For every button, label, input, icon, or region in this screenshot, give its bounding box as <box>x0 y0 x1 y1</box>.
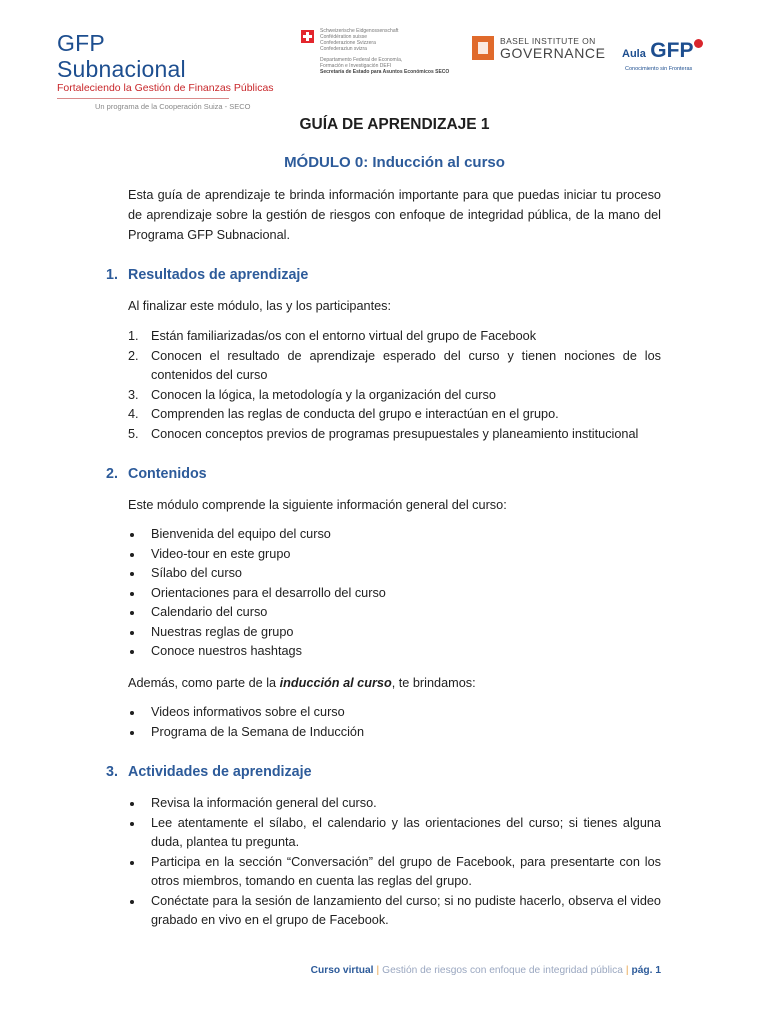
bullet-icon <box>130 650 134 654</box>
list-item: 2. Conocen el resultado de aprendizaje esperado del curso y tienen nociones de los contenidos del curso <box>128 348 661 382</box>
section-number: 3. <box>106 764 118 780</box>
swiss-line-bold: Secretaría de Estado para Asuntos Económicos SECO <box>320 69 450 75</box>
aula-logo-brand: GFP <box>650 39 694 62</box>
list-item: 1. Están familiarizadas/os con el entorno virtual del grupo de Facebook <box>128 329 537 343</box>
swiss-line: Departamento Federal de Economía, <box>320 57 403 63</box>
swiss-line: Formación e Investigación DEFI <box>320 63 392 69</box>
gfp-logo-tagline: Un programa de la Cooperación Suiza - SECO <box>95 102 251 111</box>
section-title: Contenidos <box>128 466 207 482</box>
basel-logo-line1: BASEL INSTITUTE ON <box>500 36 596 46</box>
aula-gfp-logo <box>622 40 702 73</box>
section-1-lead: Al finalizar este módulo, las y los participantes: <box>128 299 392 313</box>
bullet-icon <box>130 611 134 615</box>
section-2-heading <box>106 466 207 482</box>
list-item: Video-tour en este grupo <box>128 545 661 565</box>
intro-paragraph: Esta guía de aprendizaje te brinda información importante para que puedas iniciar tu proceso de aprendizaje sobre la gestión de riesgos con enfoque de integridad pública, de la mano del Programa GFP Subnacional. <box>128 188 661 242</box>
list-item: Programa de la Semana de Inducción <box>128 723 661 743</box>
footer-separator: | <box>625 965 629 976</box>
swiss-badge-icon <box>694 39 703 48</box>
bullet-icon <box>130 533 134 537</box>
swiss-line: Confederaziun svizra <box>320 46 367 52</box>
section-title: Actividades de aprendizaje <box>128 764 312 780</box>
list-item: Revisa la información general del curso. <box>128 794 661 814</box>
footer-course-name: Gestión de riesgos con enfoque de integridad pública <box>382 965 623 976</box>
list-item: Calendario del curso <box>128 603 661 623</box>
bullet-icon <box>130 731 134 735</box>
list-item: Conoce nuestros hashtags <box>128 642 661 662</box>
basel-mark-icon <box>472 36 494 60</box>
document-title: GUÍA DE APRENDIZAJE 1 <box>299 116 490 133</box>
footer-course-label: Curso virtual <box>310 965 374 976</box>
bullet-icon <box>130 711 134 715</box>
bullet-icon <box>130 592 134 596</box>
footer-separator: | <box>376 965 380 976</box>
gfp-logo-subtitle: Fortaleciendo la Gestión de Finanzas Públicas <box>57 82 274 94</box>
bullet-icon <box>130 572 134 576</box>
section-3-heading <box>106 764 312 780</box>
emphasis-text: inducción al curso <box>279 676 392 690</box>
learning-outcomes-list <box>128 327 661 444</box>
list-item: Nuestras reglas de grupo <box>128 623 661 643</box>
bullet-icon <box>130 553 134 557</box>
section-number: 2. <box>106 466 118 482</box>
contents-list <box>128 525 661 662</box>
section-1-heading <box>106 267 308 283</box>
bullet-icon <box>130 802 134 806</box>
list-item: Sílabo del curso <box>128 564 661 584</box>
page-footer <box>311 965 661 976</box>
swiss-line: Confédération suisse <box>320 34 367 40</box>
induction-list <box>128 703 661 742</box>
gfp-subnacional-logo <box>57 30 274 112</box>
list-item: Participa en la sección “Conversación” del grupo de Facebook, para presentarte con los otros miembros, tomando en cuenta las reglas del grupo. <box>128 853 661 892</box>
activities-list <box>128 794 661 931</box>
gfp-logo-title: GFP Subnacional <box>57 30 186 82</box>
list-item: 3. Conocen la lógica, la metodología y la organización del curso <box>128 387 496 402</box>
gfp-logo-rule <box>57 98 229 99</box>
list-item: Bienvenida del equipo del curso <box>128 525 661 545</box>
module-title: MÓDULO 0: Inducción al curso <box>284 154 505 171</box>
swiss-logo-text <box>320 28 449 75</box>
section-2-lead: Este módulo comprende la siguiente información general del curso: <box>128 498 507 512</box>
list-item: 4. Comprenden las reglas de conducta del grupo e interactúan en el grupo. <box>128 407 559 421</box>
bullet-icon <box>130 900 134 904</box>
section-number: 1. <box>106 267 118 283</box>
bullet-icon <box>130 631 134 635</box>
swiss-flag-icon <box>301 30 314 43</box>
bullet-icon <box>130 822 134 826</box>
footer-page-number: pág. 1 <box>631 965 661 976</box>
bullet-icon <box>130 861 134 865</box>
list-item: Conéctate para la sesión de lanzamiento del curso; si no pudiste hacerlo, observa el video grabado en vivo en el grupo de Facebook. <box>128 892 661 931</box>
list-item: Videos informativos sobre el curso <box>128 703 661 723</box>
list-item: Orientaciones para el desarrollo del curso <box>128 584 661 604</box>
swiss-line: Confederazione Svizzera <box>320 40 376 46</box>
aula-logo-prefix: Aula <box>622 48 646 60</box>
section-2-extra-lead: Además, como parte de la inducción al curso, te brindamos: <box>128 676 476 690</box>
swiss-line: Schweizerische Eidgenossenschaft <box>320 28 399 34</box>
list-item: Lee atentamente el sílabo, el calendario y las orientaciones del curso; si tienes alguna duda, plantea tu pregunta. <box>128 814 661 853</box>
list-item: 5. Conocen conceptos previos de programas presupuestales y planeamiento institucional <box>128 426 639 441</box>
section-title: Resultados de aprendizaje <box>128 267 309 283</box>
aula-logo-subtitle: Conocimiento sin Fronteras <box>625 66 693 72</box>
basel-logo-line2: GOVERNANCE <box>500 45 606 61</box>
